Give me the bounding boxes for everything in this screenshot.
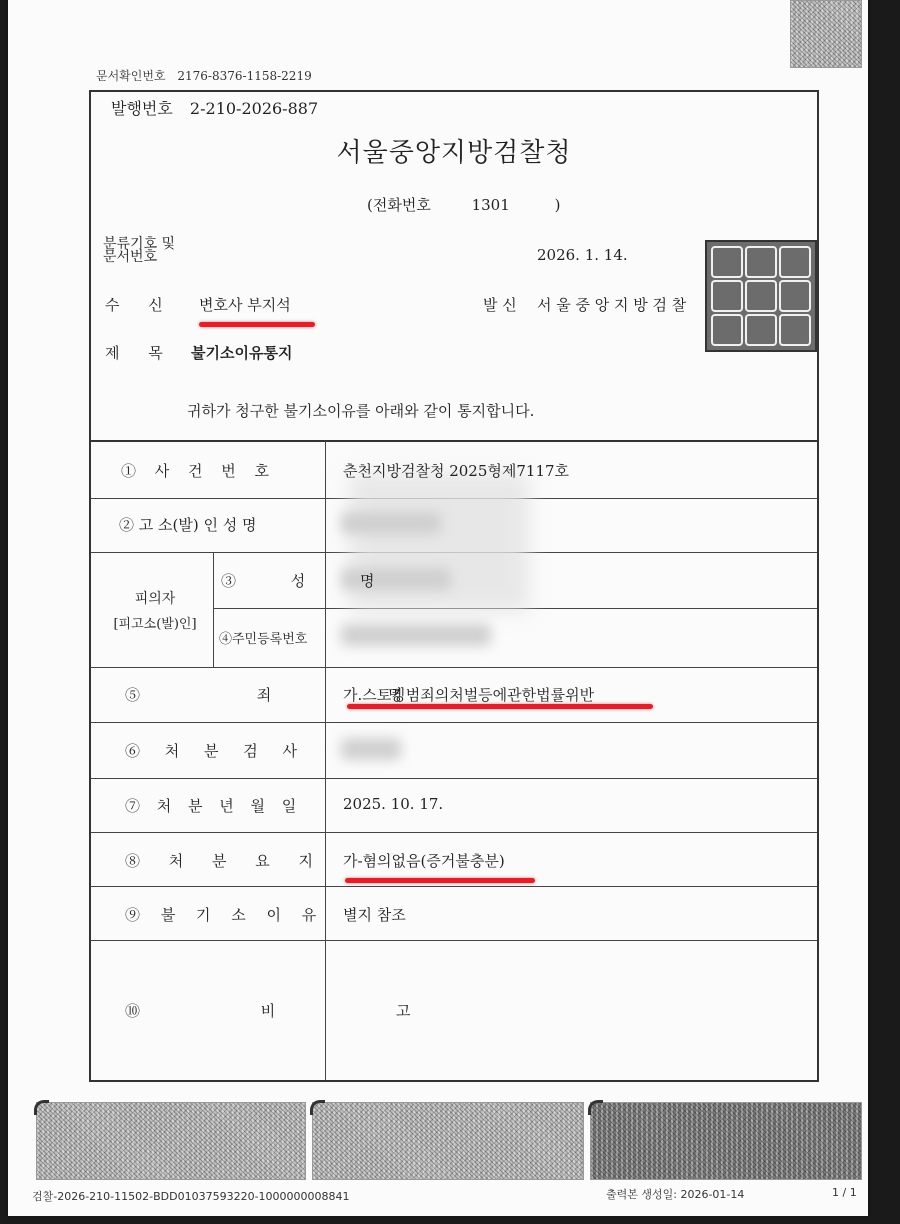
phone-line: [367, 194, 560, 215]
security-pattern-top: [790, 0, 862, 68]
row-divider: [91, 778, 817, 779]
crime-value: 가.스토킹범죄의처벌등에관한법률위반: [343, 686, 595, 704]
footer-barcode-text: 검찰-2026-210-11502-BDD01037593220-1000000008841: [32, 1190, 350, 1203]
sender-value: 서 울 중 앙 지 방 검 찰: [537, 296, 687, 314]
suspect-group-line2: [피고소(발)인]: [113, 617, 197, 632]
redacted-suspect-id: [341, 624, 491, 646]
sender-label: 발 신: [483, 296, 517, 314]
document-page: [8, 0, 868, 1216]
doc-confirm-line: [96, 67, 312, 84]
subject-label: 제 목: [105, 344, 163, 362]
notice-frame: [89, 90, 819, 1082]
intro-text: 귀하가 청구한 불기소이유를 아래와 같이 통지합니다.: [187, 402, 535, 420]
footer-printed: 출력본 생성일: 2026-01-14: [606, 1188, 745, 1201]
footer-page: 1 / 1: [832, 1186, 857, 1199]
prosecutor-label: ⑥ 처 분 검 사: [125, 742, 298, 760]
highlight-recipient: [199, 322, 315, 327]
suspect-group-line1: 피의자: [134, 591, 176, 607]
disposition-gist-value: 가-혐의없음(증거불충분): [343, 852, 505, 870]
reason-value: 별지 참조: [343, 906, 406, 924]
classification-line1: 분류기호 및: [103, 236, 176, 252]
column-divider: [325, 441, 326, 1080]
complainant-label: ② 고 소(발) 인 성 명: [119, 516, 257, 534]
recipient-value: 변호사 부지석: [199, 296, 291, 314]
security-pattern-bottom-3: [590, 1102, 862, 1180]
suspect-divider: [213, 552, 214, 667]
highlight-crime: [347, 704, 653, 709]
highlight-gist: [345, 878, 535, 883]
disposition-gist-label: ⑧ 처 분 요 지: [125, 852, 314, 870]
suspect-id-label: ④주민등록번호: [219, 632, 308, 647]
classification-label: [103, 238, 175, 264]
suspect-group-label: [105, 586, 205, 638]
corner-mark: [34, 1100, 49, 1115]
disposition-date-label: ⑦ 처 분 년 월 일: [125, 797, 297, 815]
row-divider: [91, 832, 817, 833]
issue-number-line: [111, 96, 318, 119]
row-divider: [91, 722, 817, 723]
issue-number: 2-210-2026-887: [189, 99, 319, 118]
security-pattern-bottom-2: [312, 1102, 584, 1180]
disposition-date-value: 2025. 10. 17.: [343, 795, 444, 813]
phone-number: 1301: [471, 196, 510, 214]
row-divider: [91, 886, 817, 887]
issue-date: 2026. 1. 14.: [537, 246, 628, 264]
corner-mark: [310, 1100, 325, 1115]
doc-confirm-label: 문서확인번호: [96, 69, 166, 83]
reason-label: ⑨ 불 기 소 이 유: [125, 906, 317, 924]
official-seal: [705, 240, 817, 352]
row-divider: [91, 667, 817, 668]
subject-value: 불기소이유통지: [191, 344, 293, 362]
remarks-label: ⑩ 비 고: [125, 1002, 411, 1020]
case-no-label: ① 사 건 번 호: [121, 462, 270, 480]
redacted-complainant: [341, 512, 441, 534]
corner-mark: [588, 1100, 603, 1115]
row-divider: [91, 940, 817, 941]
suspect-name-label: ③ 성 명: [221, 572, 375, 590]
redacted-prosecutor: [341, 738, 401, 760]
phone-close: ): [554, 196, 561, 214]
recipient-label: 수 신: [105, 296, 163, 314]
crime-label: ⑤ 죄 명: [125, 686, 403, 704]
phone-label: (전화번호: [367, 196, 431, 214]
issue-label: 발행번호: [111, 99, 173, 118]
office-title: 서울중앙지방검찰청: [336, 138, 572, 168]
doc-confirm-number: 2176-8376-1158-2219: [177, 69, 312, 83]
table-top-border: [91, 440, 817, 442]
security-pattern-bottom-1: [36, 1102, 306, 1180]
watermark-ghost: [349, 472, 529, 612]
classification-line2: 문서번호: [103, 249, 158, 265]
case-no-value: 춘천지방검찰청 2025형제7117호: [343, 462, 570, 480]
